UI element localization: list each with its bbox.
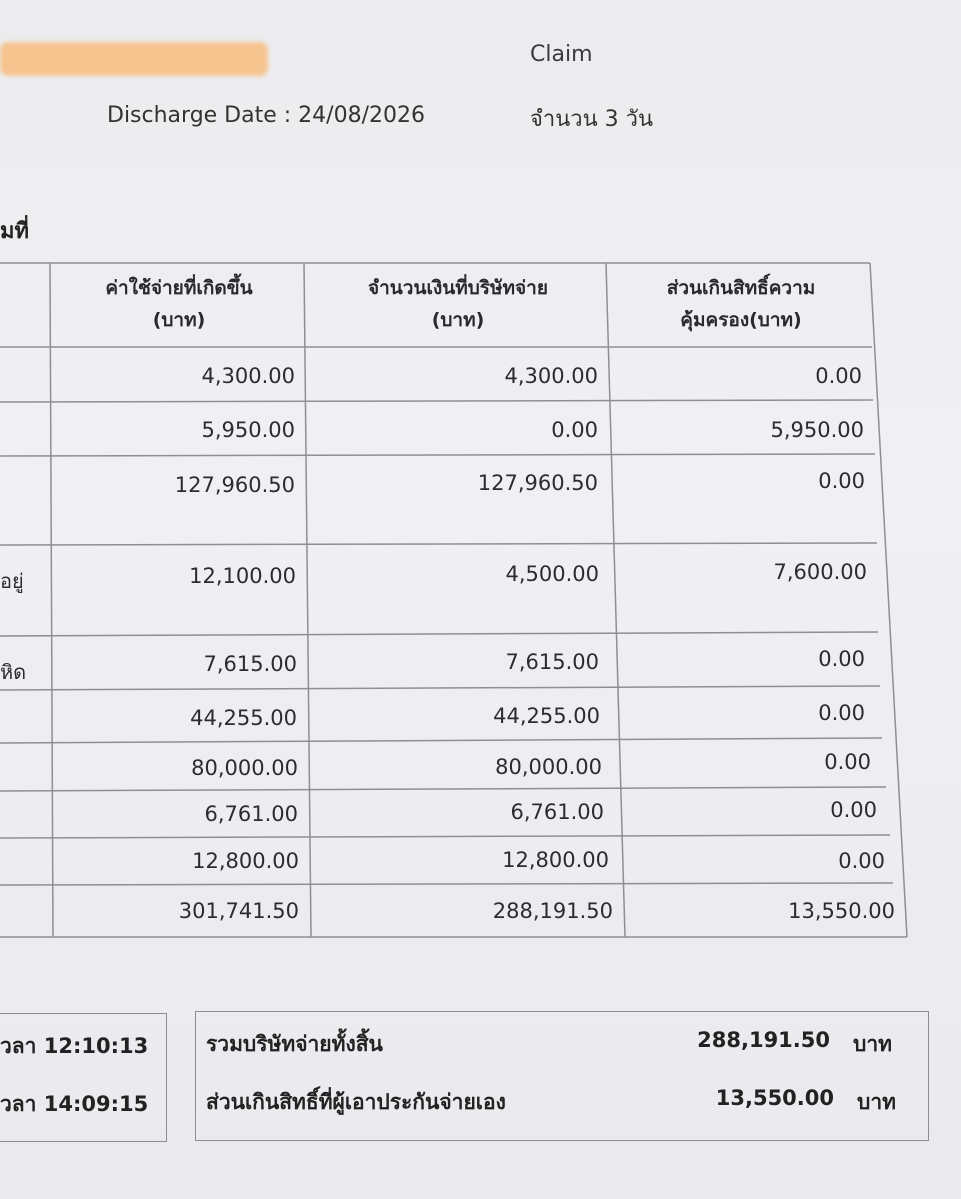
table-cell-excess: 7,600.00 [773,560,867,584]
table-cell-excess: 0.00 [818,469,865,493]
section-heading-fragment: มที่ [0,219,30,244]
table-cell-paid: 4,300.00 [504,364,598,388]
table-total-paid: 288,191.50 [492,899,613,923]
table-total-incurred: 301,741.50 [178,899,299,923]
column-header-excess [610,272,872,336]
row-label-fragment: หิด [0,660,27,684]
column-header-line: จำนวนเงินที่บริษัทจ่าย [368,277,548,299]
column-header-company-paid [308,272,608,336]
excess-unit: บาท [857,1090,896,1114]
column-header-line: ส่วนเกินสิทธิ์ความ [666,277,816,299]
admit-time: วลา 12:10:13 [0,1034,149,1058]
table-cell-incurred: 5,950.00 [201,418,295,442]
table-cell-paid: 80,000.00 [495,755,602,779]
discharge-date: Discharge Date : 24/08/2026 [107,103,425,128]
table-cell-paid: 7,615.00 [505,650,599,674]
company-total-label: รวมบริษัทจ่ายทั้งสิ้น [206,1032,383,1056]
discharge-time: วลา 14:09:15 [0,1092,149,1116]
table-cell-incurred: 7,615.00 [203,652,297,676]
table-cell-paid: 0.00 [551,418,598,442]
table-cell-incurred: 12,100.00 [189,564,296,588]
company-total-unit: บาท [853,1032,892,1056]
table-cell-excess: 5,950.00 [770,418,864,442]
table-cell-incurred: 6,761.00 [204,802,298,826]
table-cell-incurred: 127,960.50 [174,473,295,497]
table-cell-paid: 12,800.00 [502,848,609,872]
table-cell-incurred: 80,000.00 [191,756,298,780]
column-header-incurred [55,272,303,336]
excess-value: 13,550.00 [715,1086,834,1110]
column-header-line: ค่าใช้จ่ายที่เกิดขึ้น [105,277,253,299]
claim-label: Claim [530,42,593,67]
excess-label: ส่วนเกินสิทธิ์ที่ผู้เอาประกันจ่ายเอง [206,1090,506,1114]
table-cell-excess: 0.00 [838,849,885,873]
table-cell-paid: 4,500.00 [505,562,599,586]
company-total-value: 288,191.50 [697,1028,830,1052]
table-cell-paid: 6,761.00 [510,800,604,824]
column-header-unit: คุ้มครอง(บาท) [680,309,802,331]
table-cell-excess: 0.00 [824,750,871,774]
table-cell-paid: 44,255.00 [493,704,600,728]
table-cell-paid: 127,960.50 [477,471,598,495]
table-cell-incurred: 4,300.00 [201,364,295,388]
stay-days: จำนวน 3 วัน [530,107,654,132]
table-total-excess: 13,550.00 [788,899,895,923]
column-header-unit: (บาท) [431,309,485,331]
table-cell-excess: 0.00 [818,701,865,725]
table-cell-excess: 0.00 [830,798,877,822]
table-cell-excess: 0.00 [815,364,862,388]
column-header-unit: (บาท) [152,309,206,331]
table-cell-excess: 0.00 [818,647,865,671]
row-label-fragment: อยู่ [0,569,24,593]
table-cell-incurred: 12,800.00 [192,849,299,873]
table-cell-incurred: 44,255.00 [190,706,297,730]
